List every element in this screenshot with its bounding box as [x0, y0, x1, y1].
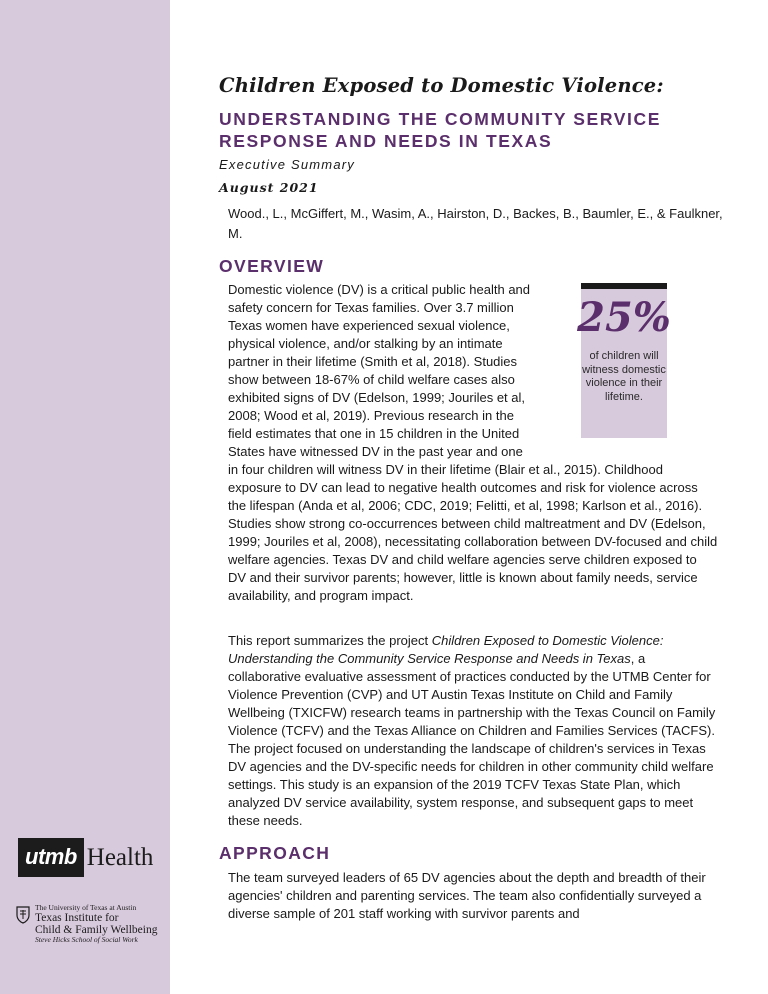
shield-icon [16, 906, 30, 924]
document-subtitle: UNDERSTANDING THE COMMUNITY SERVICE RESPONSE AND NEEDS IN TEXAS [219, 109, 661, 151]
stat-caption: of children will witness domestic violence in their lifetime. [582, 350, 666, 403]
utmb-logo-mark: utmb [18, 838, 84, 877]
txicfw-logo [16, 904, 158, 944]
utmb-logo-word: Health [86, 843, 154, 871]
ut-university-line: The University of Texas at Austin [35, 903, 137, 912]
ut-wellbeing-line: Child & Family Wellbeing [35, 923, 158, 936]
document-type: Executive Summary [219, 157, 355, 172]
approach-heading: APPROACH [219, 843, 331, 863]
stat-value: 25% [577, 294, 671, 341]
document-title: Children Exposed to Domestic Violence: [219, 74, 664, 97]
publication-date: August 2021 [219, 180, 319, 195]
stat-top-bar [581, 283, 667, 289]
approach-paragraph: The team surveyed leaders of 65 DV agencies about the depth and breadth of their agencies' children and parenting services. The team also confidentially surveyed a diverse sample of 201 staff working with survivor parents and [228, 870, 706, 921]
ut-institute-line: Texas Institute for [35, 911, 119, 924]
author-list: Wood., L., McGiffert, M., Wasim, A., Hairston, D., Backes, B., Baumler, E., & Faulkner, M. [228, 206, 723, 241]
overview-paragraph-2 [228, 632, 718, 830]
project-title-italic: Children Exposed to Domestic Violence: Understanding the Community Service Response and Needs in Texas [228, 633, 664, 666]
stat-callout [577, 283, 671, 438]
overview-heading: OVERVIEW [219, 256, 325, 276]
p2-body: , a collaborative evaluative assessment of practices conducted by the UTMB Center for Violence Prevention (CVP) and UT Austin Texas Institute on Child and Family Wellbeing (TXICFW) research teams in partnership with the Texas Council on Family Violence (TCFV) and the Texas Alliance on Children and Families Services (TACFS). The project focused on understanding the landscape of children's services in Texas DV agencies and the DV-specific needs for children in other community child welfare settings. This study is an expansion of the 2019 TCFV Texas State Plan, which analyzed DV service availability, system response, and subsequent gaps to meet these needs. [228, 651, 716, 828]
overview-paragraph-1-text: Domestic violence (DV) is a critical public health and safety concern for Texas families. Over 3.7 million Texas women have experienced sexual violence, physical violence, and/or stalking by an intimate partner in their lifetime (Smith et al, 2018). Studies show between 18-67% of child welfare cases also exhibited signs of DV (Edelson, 1999; Jouriles et al, 2008; Wood et al, 2019). Previous research in the field estimates that one in 15 children in the United States have witnessed DV in the past year and one in four children will witness DV in their lifetime (Blair et al., 2015). Childhood exposure to DV can lead to negative health outcomes and risk for violence across the lifespan (Anda et al, 2006; CDC, 2019; Felitti, et al, 1998; Karlson et al., 2016). Studies show strong co-occurrences between child maltreatment and DV (Edelson, 1999; Jouriles et al, 2008), necessitating collaboration between DV-focused and child welfare agencies. Texas DV and child welfare agencies serve children exposed to DV and their survivor parents; however, little is known about family needs, service availability, and program impact. [228, 282, 718, 603]
p2-intro: This report summarizes the project [228, 633, 432, 648]
utmb-health-logo [18, 838, 153, 877]
ut-school-line: Steve Hicks School of Social Work [35, 935, 138, 944]
